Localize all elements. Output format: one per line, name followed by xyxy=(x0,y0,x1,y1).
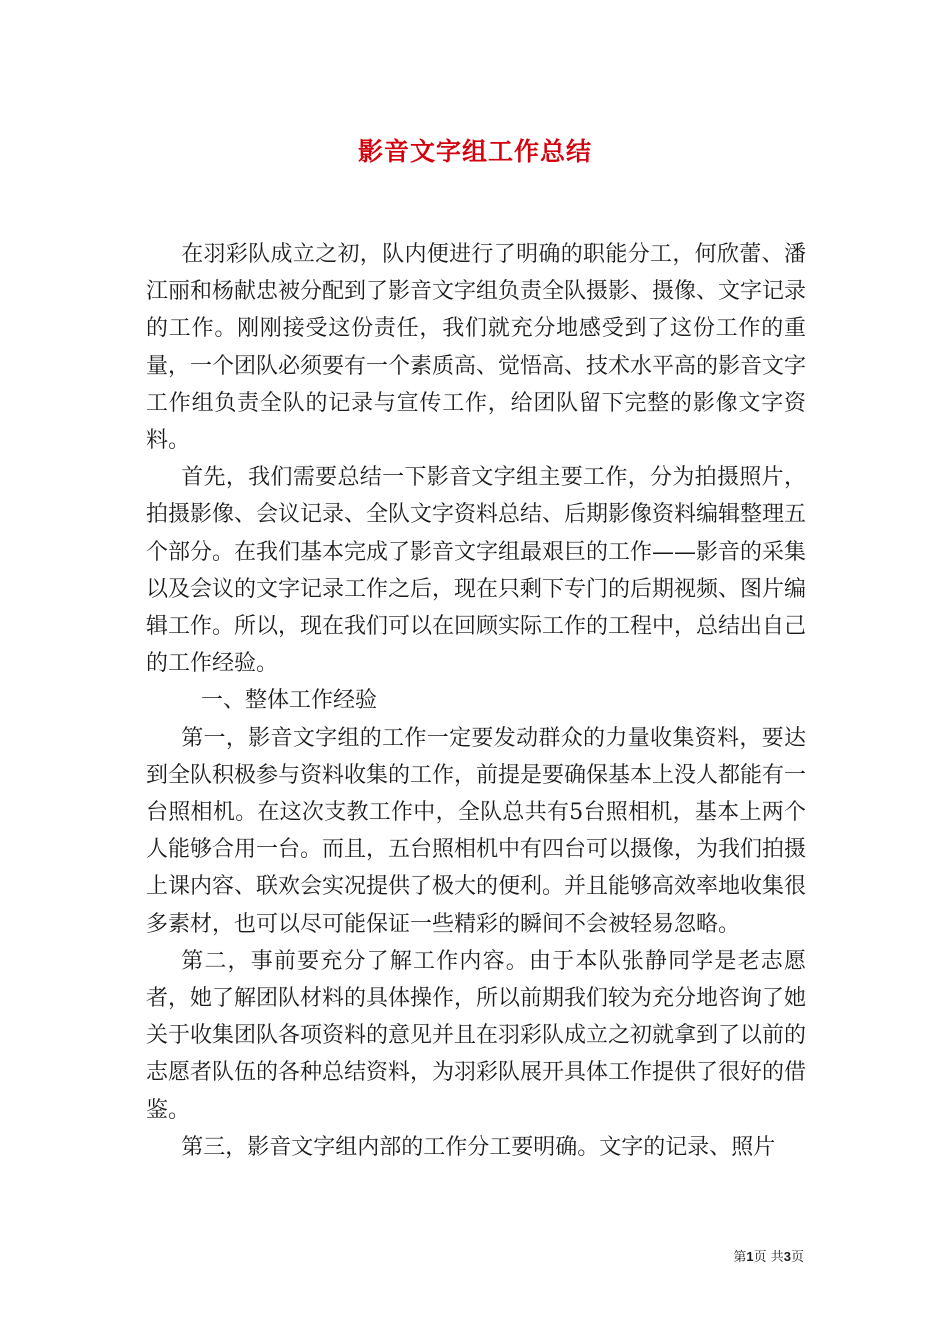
document-title: 影音文字组工作总结 xyxy=(357,137,592,166)
footer-page-number: 1 xyxy=(746,1249,754,1264)
document-body xyxy=(146,236,806,1166)
footer-middle: 页 共 xyxy=(753,1250,784,1265)
page-footer xyxy=(733,1246,804,1265)
section-heading: 一、整体工作经验 xyxy=(201,688,378,714)
paragraph-intro: 在羽彩队成立之初，队内便进行了明确的职能分工，何欣蕾、潘江丽和杨献忠被分配到了影音文字组负责全队摄影、摄像、文字记录的工作。刚刚接受这份责任，我们就充分地感受到了这份工作的重量，一个团队必须要有一个素质高、觉悟高、技术水平高的影音文字工作组负责全队的记录与宣传工作，给团队留下完整的影像文字资料。 xyxy=(146,242,807,454)
footer-total-pages: 3 xyxy=(783,1249,791,1264)
paragraph-point-2: 第二，事前要充分了解工作内容。由于本队张静同学是老志愿者，她了解团队材料的具体操作，所以前期我们较为充分地咨询了她关于收集团队各项资料的意见并且在羽彩队成立之初就拿到了以前的志愿者队伍的各种总结资料，为羽彩队展开具体工作提供了很好的借鉴。 xyxy=(146,948,807,1123)
paragraph-point-3: 第三，影音文字组内部的工作分工要明确。文字的记录、照片 xyxy=(181,1134,776,1160)
footer-prefix: 第 xyxy=(733,1250,747,1265)
footer-suffix: 页 xyxy=(790,1250,804,1265)
paragraph-first: 首先，我们需要总结一下影音文字组主要工作，分为拍摄照片，拍摄影像、会议记录、全队文字资料总结、后期影像资料编辑整理五个部分。在我们基本完成了影音文字组最艰巨的工作——影音的采集以及会议的文字记录工作之后，现在只剩下专门的后期视频、图片编辑工作。所以，现在我们可以在回顾实际工作的工程中，总结出自己的工作经验。 xyxy=(146,465,807,677)
paragraph-point-1: 第一，影音文字组的工作一定要发动群众的力量收集资料，要达到全队积极参与资料收集的工作，前提是要确保基本上没人都能有一台照相机。在这次支教工作中，全队总共有5台照相机，基本上两个人能够合用一台。而且，五台照相机中有四台可以摄像，为我们拍摄上课内容、联欢会实况提供了极大的便利。并且能够高效率地收集很多素材，也可以尽可能保证一些精彩的瞬间不会被轻易忽略。 xyxy=(146,725,807,937)
